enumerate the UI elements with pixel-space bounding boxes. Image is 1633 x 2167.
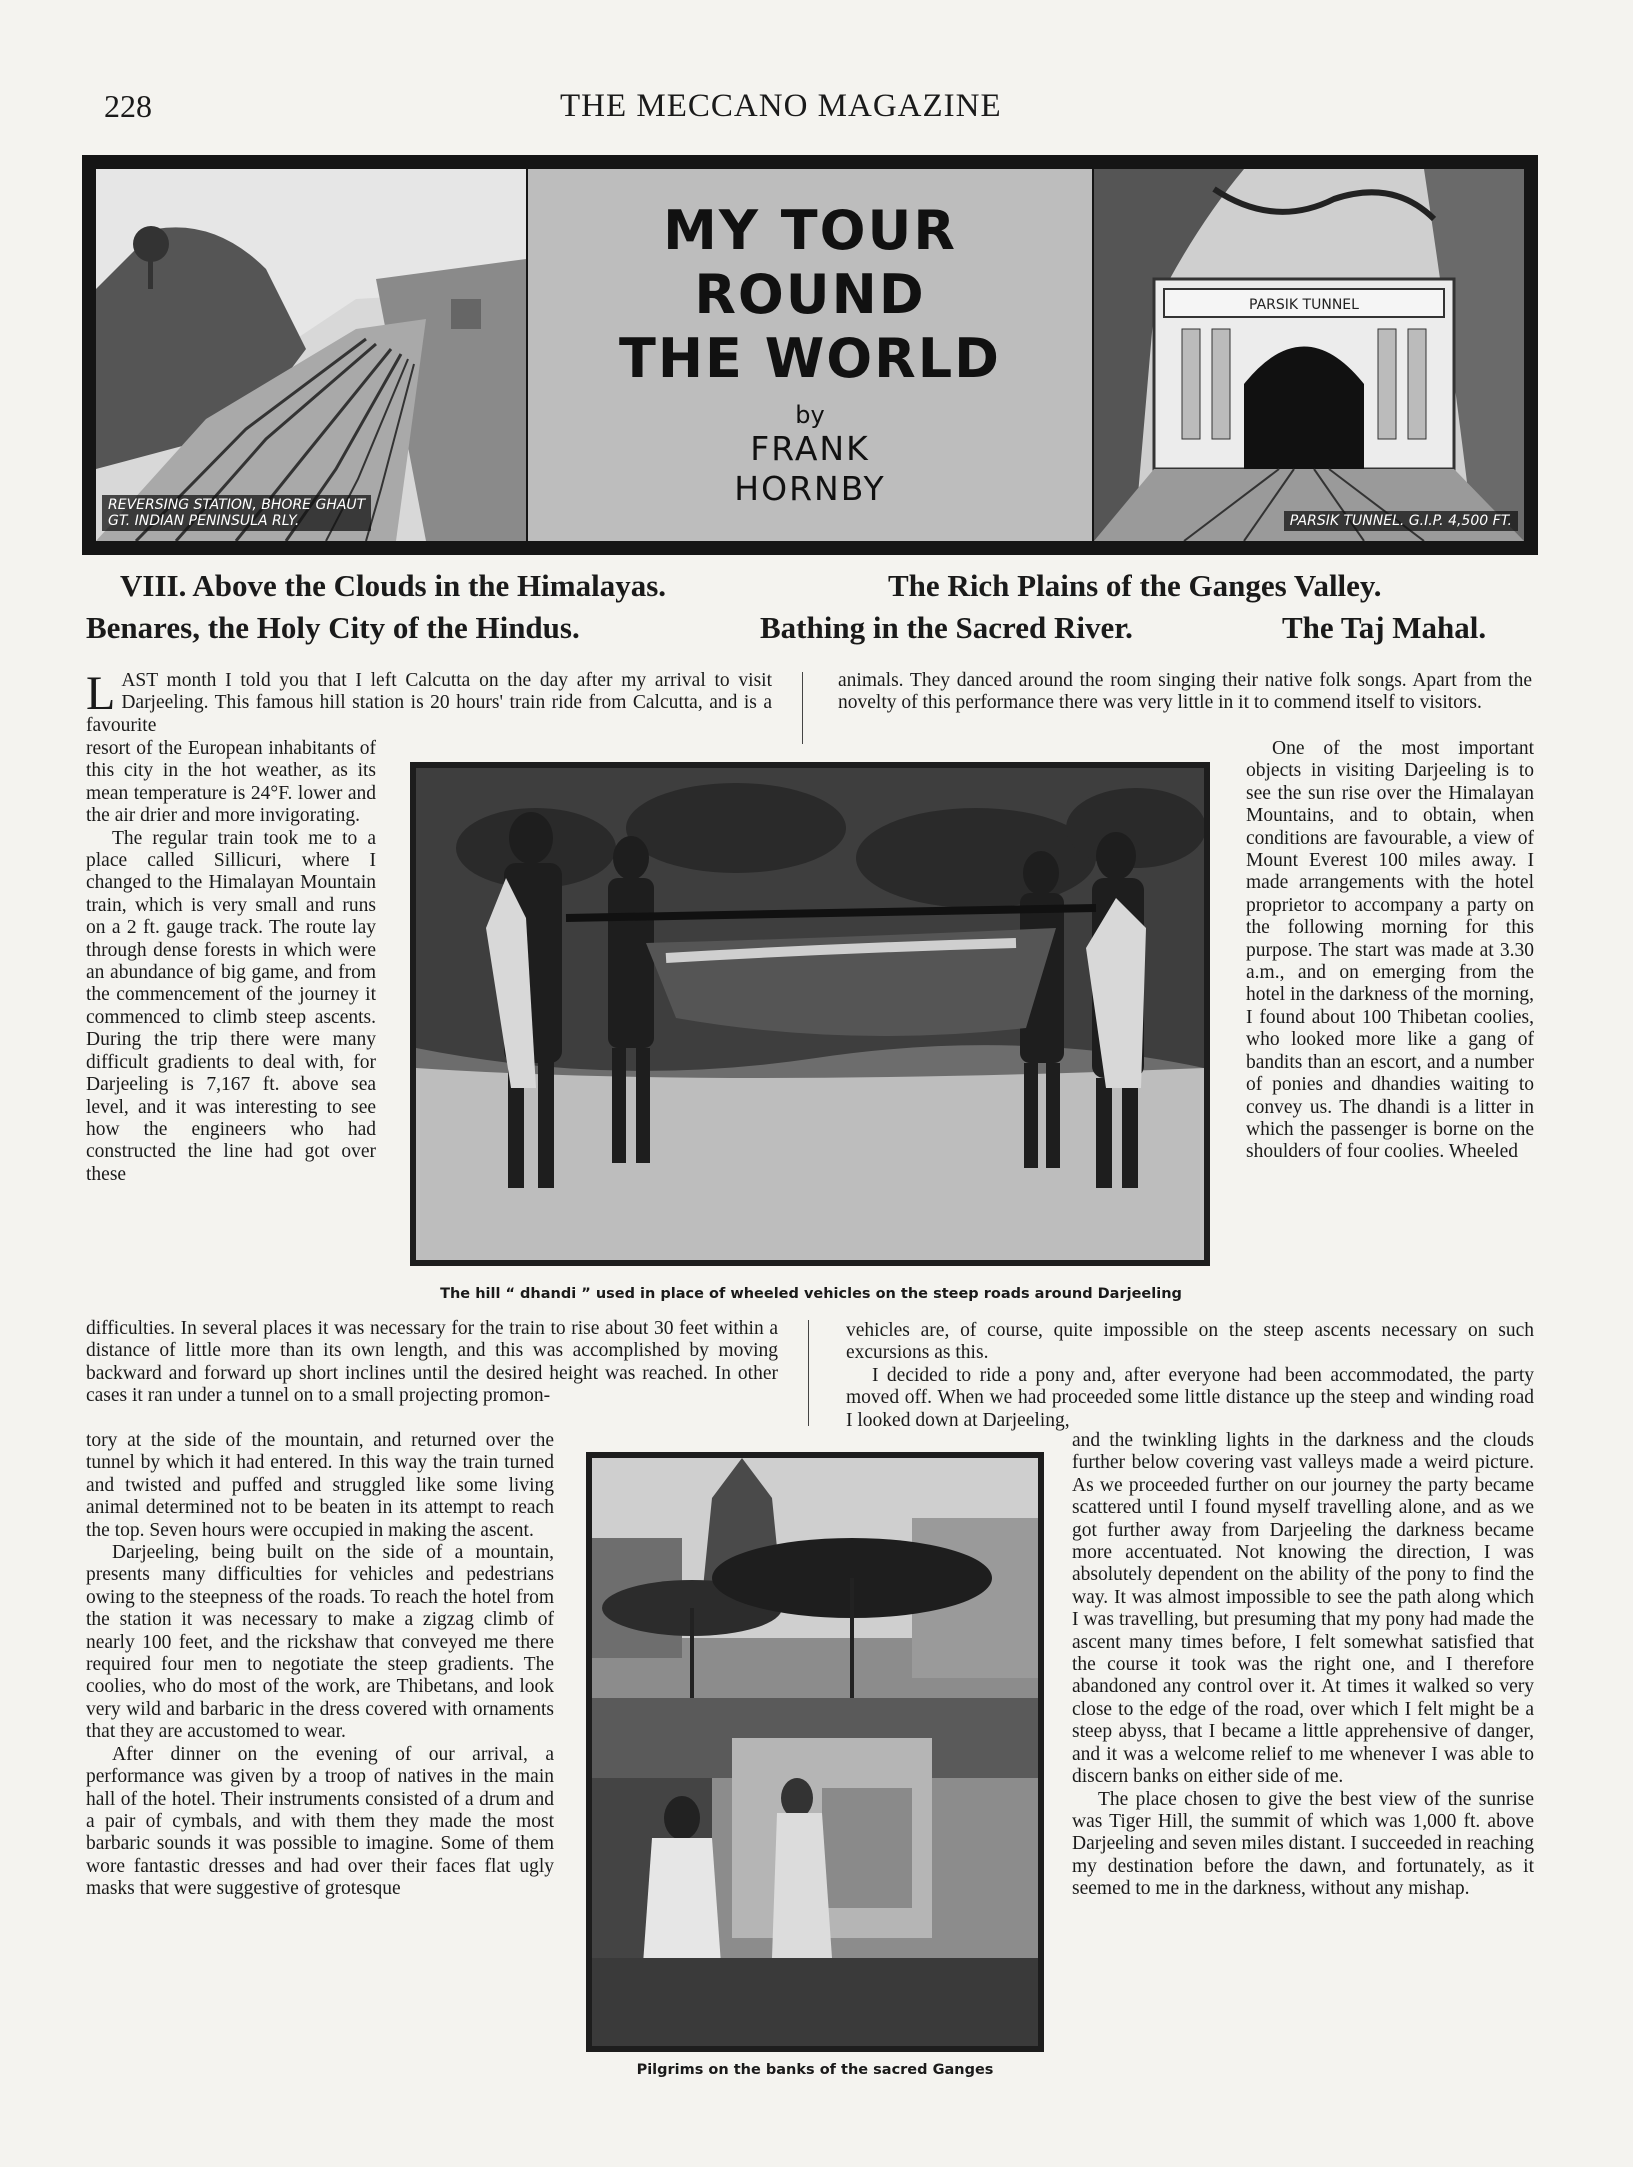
banner-title-line2: ROUND [694, 263, 926, 326]
article-p1-top: AST month I told you that I left Calcutta on the day after my arrival to visit Darjeeling. This famous hill station is 20 hours' train ride from Calcutta, and is a favourite [86, 670, 772, 736]
left-caption-line1: REVERSING STATION, BHORE GHAUT [108, 497, 366, 513]
article-intro [86, 667, 772, 737]
article-right-top [838, 670, 1532, 715]
banner-title-line1: MY TOUR [663, 199, 957, 262]
left-caption-line2: GT. INDIAN PENINSULA RLY. [108, 513, 300, 529]
article-left-mid [86, 1318, 778, 1408]
parsik-tunnel-illustration [1094, 169, 1524, 541]
column-rule-top [802, 672, 803, 744]
article-p2-low: tory at the side of the mountain, and returned over the tunnel by which it had entered. In this way the train turned and twisted and puffed and struggled like some living animal determined not to be beaten in its attempt to reach the top. Seven hours were occupied in making the ascent. [86, 1430, 554, 1541]
subhead-2a: Benares, the Holy City of the Hindus. [86, 610, 580, 645]
banner-title-line3: THE WORLD [619, 327, 1001, 390]
article-r-side: One of the most important objects in visiting Darjeeling is to see the sun rise over the Himalayan Mountains, and to obtain, when conditions are favourable, a view of Mount Everest 100 miles away. I made arrangements with the hotel proprietor to accompany a party on the following morning for this purpose. The start was made at 3.30 a.m., and on emerging from the hotel in the darkness of the morning, I found about 100 Thibetan coolies, who looked more like a gang of bandits than an escort, and a number of ponies and dhandies waiting to convey us. The dhandi is a litter in which the passenger is borne on the shoulders of four coolies. Wheeled [1246, 738, 1534, 1163]
magazine-title: THE MECCANO MAGAZINE [560, 88, 1002, 124]
reversing-station-illustration [96, 169, 526, 541]
subhead-1a: VIII. Above the Clouds in the Himalayas. [120, 568, 667, 603]
column-rule-mid [808, 1320, 809, 1426]
article-r-low2: The place chosen to give the best view of the sunrise was Tiger Hill, the summit of which was 1,000 ft. above Darjeeling and seven miles distant. I succeeded in reaching my destination before the dawn, and fortunately, as it seemed to me in the darkness, without any mishap. [1072, 1788, 1534, 1900]
ganges-caption: Pilgrims on the banks of the sacred Ganges [636, 2062, 994, 2078]
title-banner [82, 155, 1538, 555]
dhandi-photo [410, 762, 1210, 1266]
article-p3-low: Darjeeling, being built on the side of a mountain, presents many difficulties for vehicles and pedestrians owing to the steepness of the roads. To reach the hotel from the station it was necessary to make a zigzag climb of nearly 100 feet, and the rickshaw that conveyed me there required four men to negotiate the steep gradients. The coolies, who do most of the work, are Thibetans, and look very wild and barbaric in the dress covered with ornaments that they are accustomed to wear. [86, 1542, 554, 1743]
article-r-mid2: I decided to ride a pony and, after everyone had been accommodated, the party moved off. When we had proceeded some little distance up the steep and winding road I looked down at Darjeeling, [846, 1364, 1534, 1431]
banner-by: by [795, 401, 825, 429]
subhead-2c: The Taj Mahal. [1282, 610, 1487, 645]
banner-author-line2: HORNBY [734, 469, 886, 508]
article-right-mid [846, 1320, 1534, 1432]
article-right-narrow [1246, 738, 1534, 1164]
article-right-low [1072, 1430, 1534, 1901]
right-caption: PARSIK TUNNEL. G.I.P. 4,500 FT. [1284, 511, 1518, 531]
drop-cap: L [86, 667, 116, 720]
article-p2-mid: difficulties. In several places it was necessary for the train to rise about 30 feet within a distance of little more than its own length, and this was accomplished by moving backward and forward up short inclines until the desired height was reached. In other cases it ran under a tunnel on to a small projecting promon- [86, 1318, 778, 1407]
tunnel-sign-label: PARSIK TUNNEL [1249, 297, 1359, 313]
article-p1-left: resort of the European inhabitants of this city in the hot weather, as its mean temperature is 24°F. lower and the air drier and more invigorating. [86, 738, 376, 827]
article-r-mid: vehicles are, of course, quite impossible on the steep ascents necessary on such excursions as this. [846, 1320, 1534, 1364]
article-p4-low: After dinner on the evening of our arrival, a performance was given by a troop of natives in the main hall of the hotel. Their instruments consisted of a drum and a pair of cymbals, and with them they made the most barbaric sounds it was possible to imagine. Some of them wore fantastic dresses and had over their faces flat ugly masks that were suggestive of grotesque [86, 1743, 554, 1900]
dhandi-caption: The hill “ dhandi ” used in place of wheeled vehicles on the steep roads around Darjeeling [440, 1286, 1182, 1302]
banner-title-panel [528, 169, 1092, 541]
article-p2-left: The regular train took me to a place called Sillicuri, where I changed to the Himalayan Mountain train, which is very small and runs on a 2 ft. gauge track. The route lay through dense forests in which were an abundance of big game, and from the commencement of the journey it commenced to climb steep ascents. During the trip there were many difficult gradients to deal with, for Darjeeling is 7,167 ft. above sea level, and it was interesting to see how the engineers who had constructed the line had got over these [86, 827, 376, 1185]
ganges-photo [586, 1452, 1044, 2052]
article-r-top: animals. They danced around the room singing their native folk songs. Apart from the novelty of this performance there was very little in it to commend itself to visitors. [838, 670, 1532, 714]
subhead-2b: Bathing in the Sacred River. [760, 610, 1133, 645]
page-number: 228 [104, 88, 152, 124]
subhead-1b: The Rich Plains of the Ganges Valley. [888, 568, 1382, 603]
article-r-low: and the twinkling lights in the darkness and the clouds further below covering vast valleys made a weird picture. As we proceeded further on our journey the party became scattered until I found myself travelling alone, and as we got further away from Darjeeling the darkness became more accentuated. Not knowing the direction, I was absolutely dependent on the ability of the pony to find the way. It was almost impossible to see the path along which I was travelling, but presuming that my pony had made the ascent many times before, I felt somewhat satisfied that the course it took was the right one, and I therefore abandoned any control over it. At times it walked so very close to the edge of the road, over which I felt might be a steep abyss, that I became a little apprehensive of danger, and it was a welcome relief to me whenever I was able to discern banks on either side of me. [1072, 1430, 1534, 1788]
banner-author-line1: FRANK [750, 429, 870, 468]
article-left-narrow [86, 738, 376, 1186]
article-left-low [86, 1430, 554, 1901]
